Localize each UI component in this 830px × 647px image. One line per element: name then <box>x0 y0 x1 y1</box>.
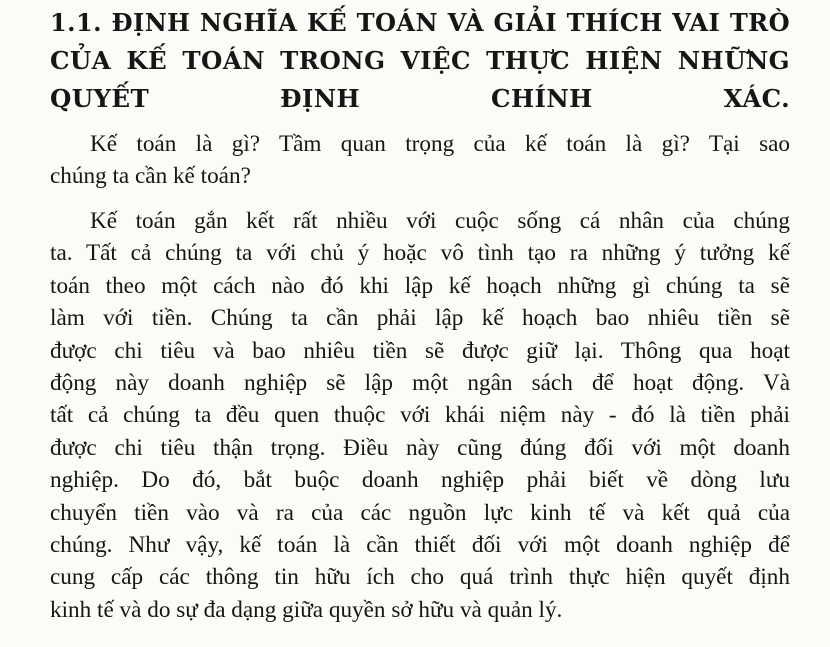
paragraph-body <box>50 205 790 626</box>
paragraph-line: động này doanh nghiệp sẽ lập một ngân sách để hoạt động. Và <box>50 369 790 396</box>
paragraph-line: tất cả chúng ta đều quen thuộc với khái niệm này - đó là tiền phải <box>50 402 790 429</box>
paragraph-line: chúng. Như vậy, kế toán là cần thiết đối với một doanh nghiệp để <box>50 531 790 558</box>
paragraph-questions <box>50 128 790 193</box>
paragraph-line: ta. Tất cả chúng ta với chủ ý hoặc vô tình tạo ra những ý tưởng kế <box>50 240 790 267</box>
paragraph-line: toán theo một cách nào đó khi lập kế hoạch những gì chúng ta sẽ <box>50 272 790 299</box>
heading-line: CỦA KẾ TOÁN TRONG VIỆC THỰC HIỆN NHỮNG <box>50 46 790 75</box>
paragraph-line: cung cấp các thông tin hữu ích cho quá trình thực hiện quyết định <box>50 564 790 591</box>
paragraph-line: chúng ta cần kế toán? <box>50 163 251 190</box>
paragraph-line: kinh tế và do sự đa dạng giữa quyền sở hữu và quản lý. <box>50 596 563 623</box>
paragraph-line: được chi tiêu thận trọng. Điều này cũng đúng đối với một doanh <box>50 434 790 461</box>
paragraph-line: chuyển tiền vào và ra của các nguồn lực kinh tế và kết quả của <box>50 499 790 526</box>
heading-line: 1.1. ĐỊNH NGHĨA KẾ TOÁN VÀ GIẢI THÍCH VAI TRÒ <box>50 8 790 37</box>
section-heading <box>50 4 790 118</box>
paragraph-line: nghiệp. Do đó, bắt buộc doanh nghiệp phải biết về dòng lưu <box>50 467 790 494</box>
heading-line: QUYẾT ĐỊNH CHÍNH XÁC. <box>50 84 790 113</box>
paragraph-line: Kế toán gắn kết rất nhiều với cuộc sống cá nhân của chúng <box>90 208 790 234</box>
paragraph-line: làm với tiền. Chúng ta cần phải lập kế hoạch bao nhiêu tiền sẽ <box>50 305 790 332</box>
paragraph-line: được chi tiêu và bao nhiêu tiền sẽ được giữ lại. Thông qua hoạt <box>50 337 790 364</box>
paragraph-line: Kế toán là gì? Tầm quan trọng của kế toán là gì? Tại sao <box>90 131 790 157</box>
